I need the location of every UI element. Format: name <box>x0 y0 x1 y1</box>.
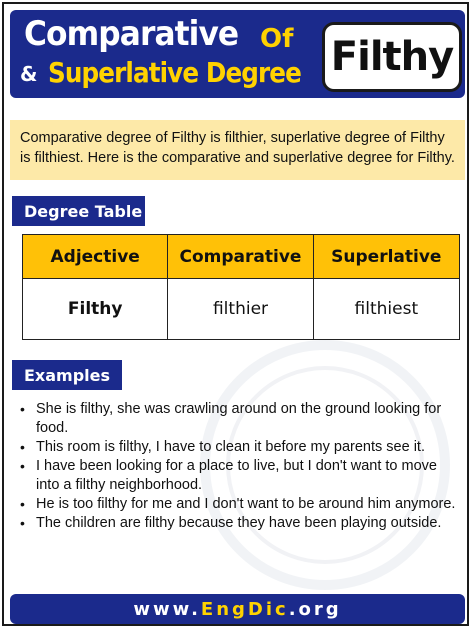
examples-list <box>18 400 458 533</box>
title-superlative-degree: Superlative Degree <box>48 56 301 89</box>
footer-prefix: www. <box>133 598 201 620</box>
table-cell-superlative: filthiest <box>314 279 459 339</box>
table-cell-comparative: filthier <box>168 279 313 339</box>
title-comparative: Comparative <box>24 14 239 54</box>
list-item: • I have been looking for a place to live, but I don't want to move into a filthy neighborhood. <box>18 457 458 495</box>
table-header-comparative: Comparative <box>168 235 313 279</box>
table-header-adjective: Adjective <box>23 235 168 279</box>
header-banner <box>10 10 465 98</box>
list-item: • He is too filthy for me and I don't want to be around him anymore. <box>18 495 458 514</box>
examples-label: Examples <box>12 360 122 390</box>
headword-box: Filthy <box>322 22 462 92</box>
list-item: • This room is filthy, I have to clean it before my parents see it. <box>18 438 458 457</box>
degree-table <box>22 234 460 340</box>
degree-table-label: Degree Table <box>12 196 145 226</box>
title-of: Of <box>260 24 294 54</box>
table-header-superlative: Superlative <box>314 235 459 279</box>
intro-paragraph: Comparative degree of Filthy is filthier, superlative degree of Filthy is filthiest. Here is the comparative and superlative degree for Filthy. <box>10 120 465 180</box>
footer-suffix: .org <box>288 598 342 620</box>
footer-url <box>10 594 465 624</box>
title-ampersand: & <box>20 62 38 86</box>
table-cell-adjective: Filthy <box>23 279 168 339</box>
list-item: • The children are filthy because they have been playing outside. <box>18 514 458 533</box>
infographic-card <box>2 2 469 626</box>
list-item: • She is filthy, she was crawling around on the ground looking for food. <box>18 400 458 438</box>
footer-brand: EngDic <box>200 598 289 620</box>
